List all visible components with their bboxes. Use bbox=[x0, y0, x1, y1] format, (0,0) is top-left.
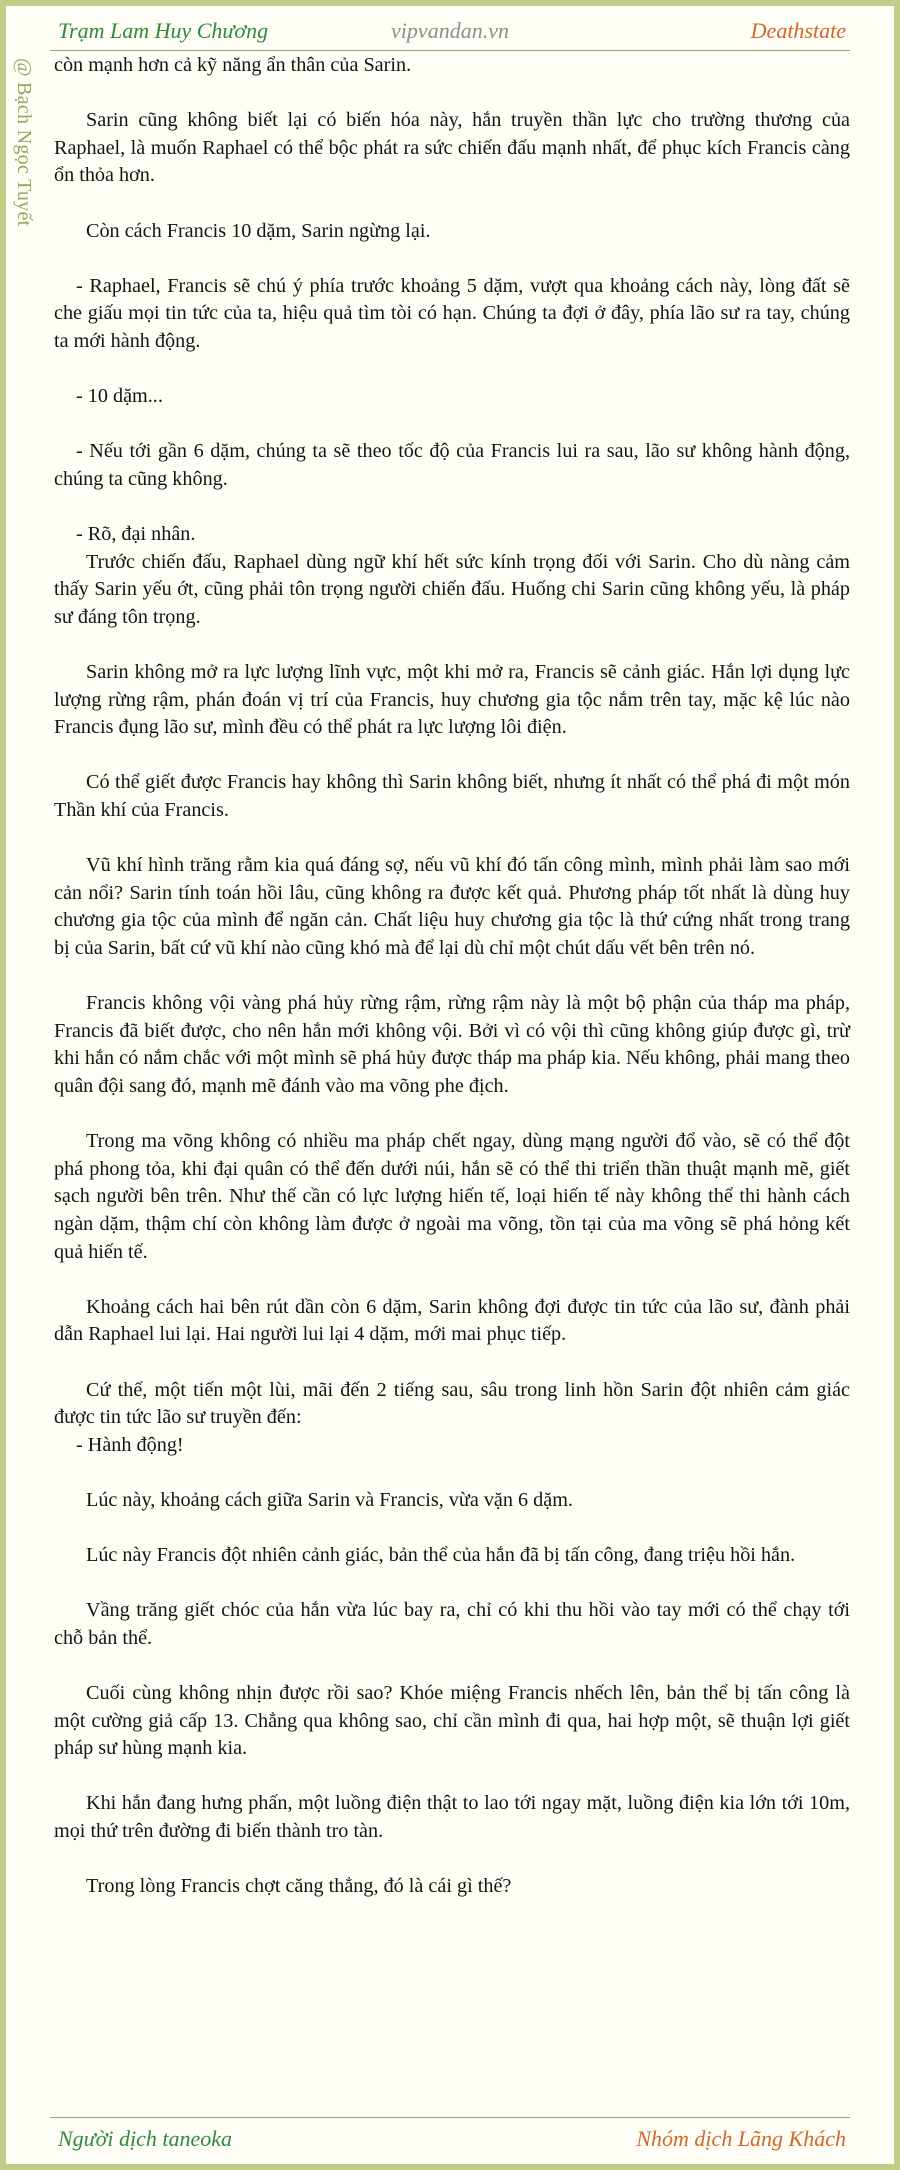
paragraph: Vầng trăng giết chóc của hắn vừa lúc bay ra, chỉ có khi thu hồi vào tay mới có thể chạy tới chỗ bản thể. bbox=[54, 1599, 850, 1649]
dialogue-line: - Rõ, đại nhân. bbox=[76, 523, 196, 546]
chapter-body bbox=[54, 52, 850, 1928]
footer-translator: Người dịch taneoka bbox=[58, 2126, 233, 2151]
paragraph: Có thể giết được Francis hay không thì Sarin không biết, nhưng ít nhất có thể phá đi một món Thần khí của Francis. bbox=[54, 771, 850, 822]
paragraph: Còn cách Francis 10 dặm, Sarin ngừng lại. bbox=[86, 219, 431, 242]
dialogue-line: - 10 dặm... bbox=[76, 385, 163, 408]
dialogue-line: - Hành động! bbox=[76, 1433, 184, 1456]
page-footer bbox=[50, 2117, 850, 2156]
paragraph: Lúc này, khoảng cách giữa Sarin và Francis, vừa vặn 6 dặm. bbox=[86, 1488, 573, 1511]
side-watermark-label: @ Bạch Ngọc Tuyết bbox=[13, 58, 35, 227]
paragraph: Trước chiến đấu, Raphael dùng ngữ khí hết sức kính trọng đối với Sarin. Cho dù nàng cảm thấy Sarin yếu ớt, cũng phải tôn trọng người chiến đấu. Huống chi Sarin cũng không yếu, là pháp sư đáng tôn trọng. bbox=[54, 550, 850, 628]
header-website: vipvandan.vn bbox=[391, 18, 509, 43]
paragraph: còn mạnh hơn cả kỹ năng ẩn thân của Sarin. bbox=[54, 54, 412, 76]
paragraph: Khoảng cách hai bên rút dần còn 6 dặm, Sarin không đợi được tin tức của lão sư, đành phải dẫn Raphael lui lại. Hai người lui lại 4 dặm, mới mai phục tiếp. bbox=[54, 1295, 850, 1346]
header-site-title: Trạm Lam Huy Chương bbox=[58, 18, 269, 43]
paragraph: Cứ thế, một tiến một lùi, mãi đến 2 tiếng sau, sâu trong linh hồn Sarin đột nhiên cảm giác được tin tức lão sư truyền đến: bbox=[54, 1378, 850, 1429]
footer-translation-group: Nhóm dịch Lãng Khách bbox=[636, 2126, 846, 2151]
dialogue-line: - Raphael, Francis sẽ chú ý phía trước khoảng 5 dặm, vượt qua khoảng cách này, lòng đất sẽ che giấu mọi tin tức của ta, hiệu quả tìm tòi có hạn. Chúng ta đợi ở đây, phía lão sư ra tay, chúng ta mới hành động. bbox=[54, 274, 850, 352]
paragraph: Lúc này Francis đột nhiên cảnh giác, bản thể của hắn đã bị tấn công, đang triệu hồi hắn. bbox=[86, 1544, 796, 1567]
paragraph: Francis không vội vàng phá hủy rừng rậm, rừng rậm này là một bộ phận của tháp ma pháp, Francis đã biết được, cho nên hắn mới không vội. Bởi vì có vội thì cũng không giúp được gì, trừ khi hắn có nắm chắc với một mình sẽ phá hủy được tháp ma pháp kia. Nếu không, phải mang theo quân đội sang đó, mạnh mẽ đánh vào ma võng phe địch. bbox=[54, 992, 850, 1097]
paragraph: Trong lòng Francis chợt căng thẳng, đó là cái gì thế? bbox=[86, 1875, 512, 1898]
paragraph: Vũ khí hình trăng rằm kia quá đáng sợ, nếu vũ khí đó tấn công mình, mình phải làm sao mới cản nổi? Sarin tính toán hồi lâu, cũng không ra được kết quả. Phương pháp tốt nhất là dùng huy chương gia tộc của mình để ngăn cản. Chất liệu huy chương gia tộc là thứ cứng nhất trong trang bị của Sarin, bất cứ vũ khí nào cũng khó mà để lại dù chỉ một chút dấu vết bên trên nó. bbox=[54, 854, 850, 959]
paragraph: Trong ma võng không có nhiều ma pháp chết ngay, dùng mạng người đổ vào, sẽ có thể đột phá phong tỏa, khi đại quân có thể đến dưới núi, hắn sẽ có thể thi triển thần thuật mạnh mẽ, giết sạch người bên trên. Như thế cần có lực lượng hiến tế, loại hiến tế này không thể thi hành cách ngàn dặm, thậm chí còn không làm được ở ngoài ma võng, tồn tại của ma võng sẽ phá hỏng kết quả hiến tế. bbox=[54, 1130, 850, 1263]
paragraph: Khi hắn đang hưng phấn, một luồng điện thật to lao tới ngay mặt, luồng điện kia lớn tới 10m, mọi thứ trên đường đi biến thành tro tàn. bbox=[54, 1792, 850, 1842]
paragraph: Sarin cũng không biết lại có biến hóa này, hắn truyền thần lực cho trường thương của Raphael, là muốn Raphael có thể bộc phát ra sức chiến đấu mạnh nhất, để phục kích Francis càng ổn thỏa hơn. bbox=[54, 109, 850, 187]
paragraph: Cuối cùng không nhịn được rồi sao? Khóe miệng Francis nhếch lên, bản thể bị tấn công là một cường giả cấp 13. Chẳng qua không sao, chỉ cần mình đi qua, hai hợp một, sẽ thuận lợi giết pháp sư hùng mạnh kia. bbox=[54, 1682, 850, 1760]
page-header bbox=[50, 12, 850, 51]
dialogue-line: - Nếu tới gần 6 dặm, chúng ta sẽ theo tốc độ của Francis lui ra sau, lão sư không hành động, chúng ta cũng không. bbox=[54, 440, 850, 490]
header-book-title: Deathstate bbox=[750, 18, 846, 43]
paragraph: Sarin không mở ra lực lượng lĩnh vực, một khi mở ra, Francis sẽ cảnh giác. Hắn lợi dụng lực lượng rừng rậm, phán đoán vị trí của Francis, huy chương gia tộc nắm trên tay, mặc kệ lúc nào Francis đụng lão sư, mình đều có thể phát ra lực lượng lôi điện. bbox=[54, 661, 850, 739]
